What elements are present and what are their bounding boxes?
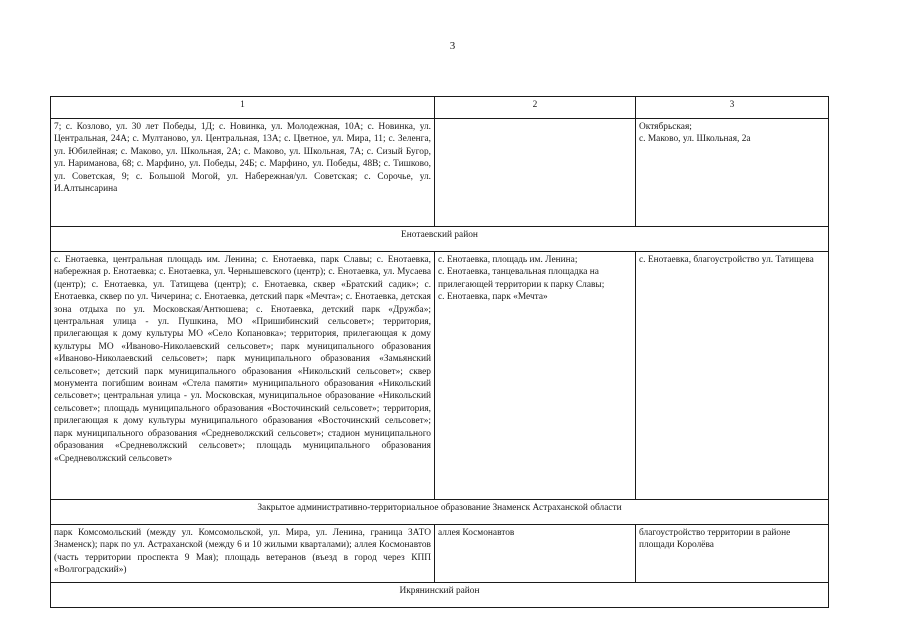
header-col-1: 1 — [51, 97, 435, 119]
row3-col1: парк Комсомольский (между ул. Комсомольской, ул. Мира, ул. Ленина, граница ЗАТО Знаменск); парк по ул. Астраханской (между 6 и 10 жилыми кварталами); аллея Космонавтов (часть территории проспекта 9 Мая); площадь ветеранов (въезд в город через КПП «Волгоградский») — [51, 525, 435, 583]
row2-col2: с. Енотаевка, площадь им. Ленина; с. Енотаевка, танцевальная площадка на прилегающей территории к парку Славы; с. Енотаевка, парк «Мечта» — [435, 252, 636, 500]
section-row — [51, 500, 829, 525]
row1-col3: Октябрьская; с. Маково, ул. Школьная, 2а — [636, 119, 829, 227]
header-row — [51, 97, 829, 119]
header-col-2: 2 — [435, 97, 636, 119]
row1-col1: 7; с. Козлово, ул. 30 лет Победы, 1Д; с. Новинка, ул. Молодежная, 10А; с. Новинка, ул. Центральная, 24А; с. Мултаново, ул. Центральная, 13А; с. Цветное, ул. Мира, 11; с. Зеленга, ул. Юбилейная; с. Маково, ул. Школьная, 2А; с. Маково, ул. Школьная, 7А; с. Сизый Бугор, ул. Нариманова, 68; с. Марфино, ул. Победы, 24Б; с. Марфино, ул. Победы, 48В; с. Тишково, ул. Советская, 9; с. Большой Могой, ул. Набережная/ул. Советская; с. Сорочье, ул. И.Алтынсарина — [51, 119, 435, 227]
row3-col3: благоустройство территории в районе площади Королёва — [636, 525, 829, 583]
section-enotaevsky: Енотаевский район — [51, 227, 829, 252]
table-row — [51, 525, 829, 583]
section-row — [51, 583, 829, 608]
table-row — [51, 252, 829, 500]
section-row — [51, 227, 829, 252]
page-number: 3 — [449, 40, 456, 52]
section-ikryaninsky: Икрянинский район — [51, 583, 829, 608]
header-col-3: 3 — [636, 97, 829, 119]
row3-col2: аллея Космонавтов — [435, 525, 636, 583]
row2-col1: с. Енотаевка, центральная площадь им. Ленина; с. Енотаевка, парк Славы; с. Енотаевка, набережная р. Енотаевка; с. Енотаевка, ул. Чернышевского (центр); с. Енотаевка, ул. Мусаева (центр); с. Енотаевка, ул. Татищева (центр); с. Енотаевка, сквер «Братский садик»; с. Енотаевка, сквер по ул. Чичерина; с. Енотаевка, детский парк «Мечта»; с. Енотаевка, детская зона отдыха по ул. Московская/Антюшева; с. Енотаевка, детский парк «Дружба»; центральная улица - ул. Пушкина, МО «Пришибинский сельсовет»; территория, прилегающая к дому культуры МО «Село Копановка»; территория, прилегающая к дому культуры МО «Иваново-Николаевский сельсовет»; парк муниципального образования «Иваново-Николаевский сельсовет»; парк муниципального образования «Замьянский сельсовет»; детский парк муниципального образования «Никольский сельсовет»; сквер монумента погибшим воинам «Стела памяти» муниципального образования «Никольский сельсовет»; центральная улица - ул. Московская, муниципальное образование «Никольский сельсовет»; площадь муниципального образования «Восточинский сельсовет»; территория, прилегающая к дому культуры муниципального образования «Восточинский сельсовет»; парк муниципального образования «Средневолжский сельсовет»; стадион муниципального образования «Средневолжский сельсовет»; площадь муниципального образования «Средневолжский сельсовет» — [51, 252, 435, 500]
table-row — [51, 119, 829, 227]
row1-col2 — [435, 119, 636, 227]
territories-table — [50, 96, 829, 608]
row2-col3: с. Енотаевка, благоустройство ул. Татищева — [636, 252, 829, 500]
section-znamensk: Закрытое административно-территориальное образование Знаменск Астраханской области — [51, 500, 829, 525]
